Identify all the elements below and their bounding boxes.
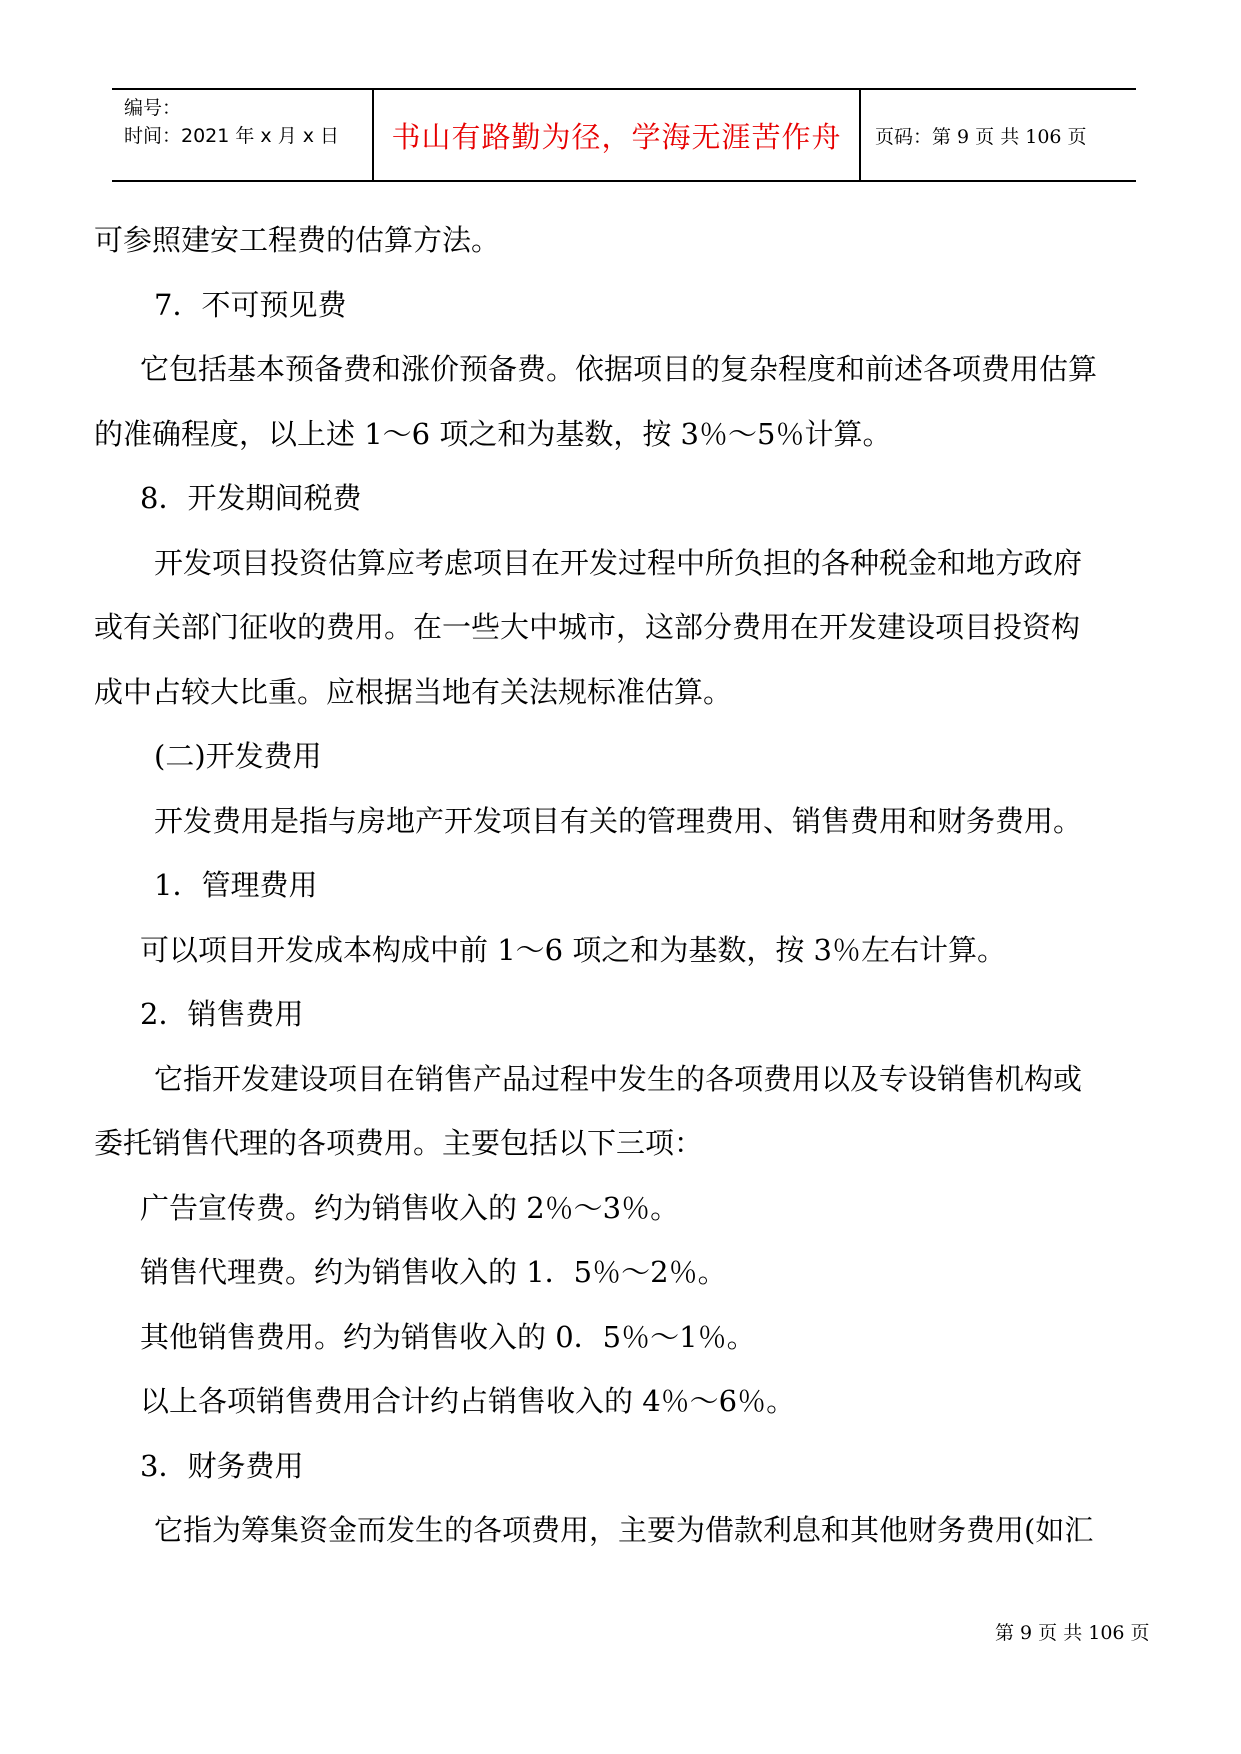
section-heading: 3．财务费用 [140, 1448, 304, 1483]
paragraph: 成中占较大比重。应根据当地有关法规标准估算。 [94, 674, 733, 709]
document-time-label: 时间：2021 年 x 月 x 日 [124, 125, 340, 147]
paragraph: 开发费用是指与房地产开发项目有关的管理费用、销售费用和财务费用。 [154, 803, 1083, 838]
paragraph: 的准确程度，以上述 1～6 项之和为基数，按 3％～5％计算。 [94, 416, 892, 451]
section-heading: 1．管理费用 [154, 868, 318, 902]
paragraph: 开发项目投资估算应考虑项目在开发过程中所负担的各种税金和地方政府 [154, 545, 1083, 580]
document-number-label: 编号： [124, 97, 182, 119]
paragraph: 委托销售代理的各项费用。主要包括以下三项： [94, 1126, 704, 1160]
header-page-code: 页码：第 9 页 共 106 页 [875, 125, 1087, 148]
paragraph: 以上各项销售费用合计约占销售收入的 4％～6％。 [140, 1384, 796, 1418]
paragraph: 它包括基本预备费和涨价预备费。依据项目的复杂程度和前述各项费用估算 [140, 352, 1098, 386]
document-body [94, 208, 1154, 1563]
list-item: 其他销售费用。约为销售收入的 0．5％～1％。 [140, 1319, 756, 1354]
section-heading: 8．开发期间税费 [140, 481, 362, 515]
paragraph: 它指为筹集资金而发生的各项费用，主要为借款利息和其他财务费用(如汇 [154, 1513, 1094, 1547]
paragraph: 或有关部门征收的费用。在一些大中城市，这部分费用在开发建设项目投资构 [94, 610, 1081, 644]
list-item: 广告宣传费。约为销售收入的 2％～3％。 [140, 1190, 680, 1225]
paragraph: 它指开发建设项目在销售产品过程中发生的各项费用以及专设销售机构或 [154, 1061, 1083, 1096]
paragraph: 可以项目开发成本构成中前 1～6 项之和为基数，按 3％左右计算。 [140, 932, 1007, 967]
section-heading: 2．销售费用 [140, 997, 304, 1031]
header-meta [112, 90, 374, 180]
list-item: 销售代理费。约为销售收入的 1．5％～2％。 [140, 1255, 727, 1289]
section-heading: 7．不可预见费 [154, 287, 347, 322]
page-footer: 第 9 页 共 106 页 [995, 1622, 1150, 1644]
section-heading: (二)开发费用 [154, 739, 322, 773]
paragraph: 可参照建安工程费的估算方法。 [94, 223, 501, 257]
header-motto: 书山有路勤为径，学海无涯苦作舟 [374, 90, 861, 180]
page-header [112, 88, 1136, 182]
